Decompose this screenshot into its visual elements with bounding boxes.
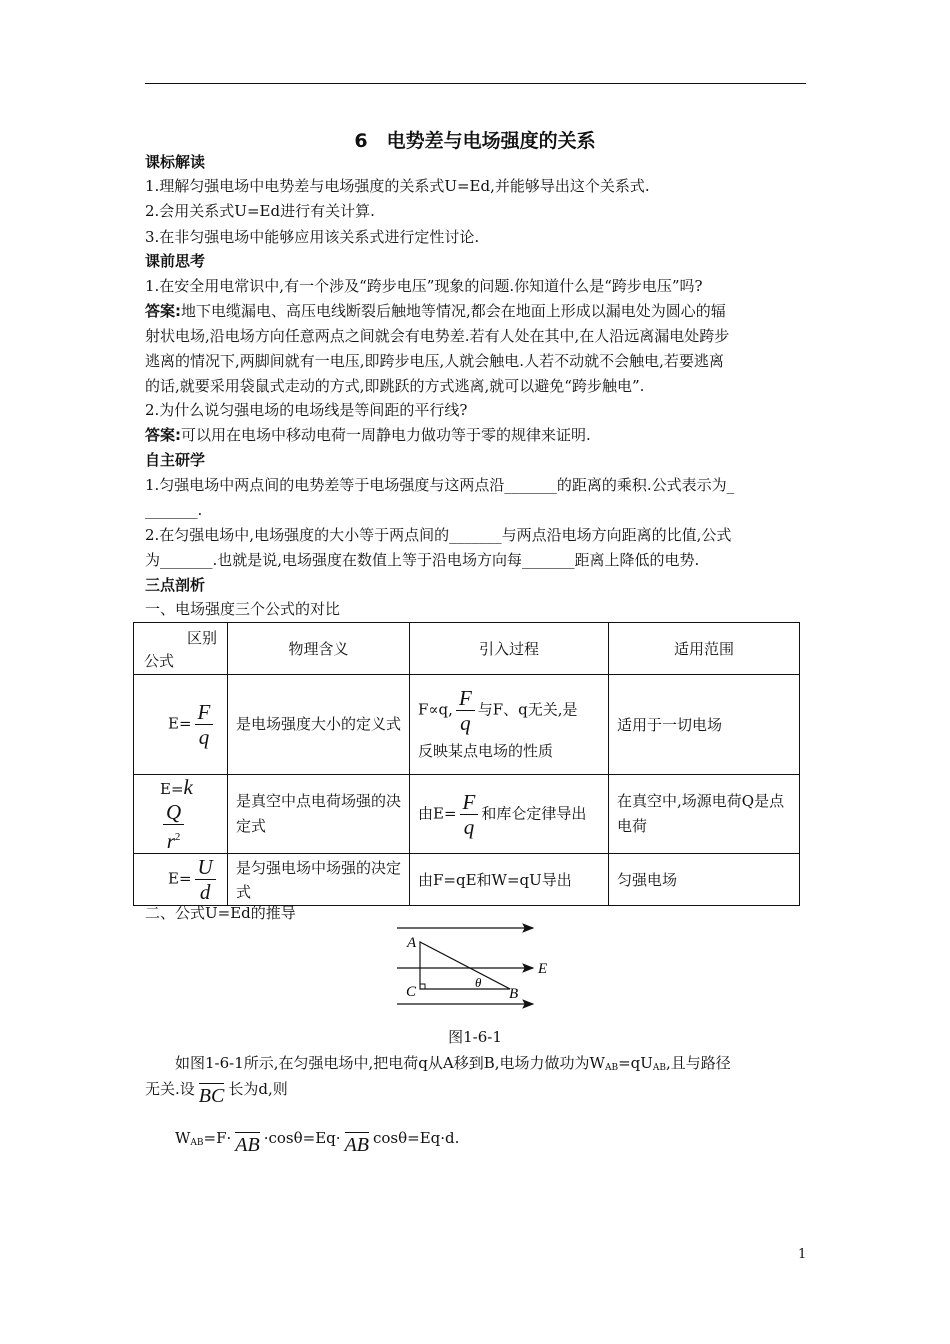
fraction: $\frac{Q}{r^2}$	[163, 800, 184, 853]
section-heading-study: 自主研学	[145, 451, 206, 469]
fraction: $\frac{F}{q}$	[456, 686, 475, 735]
scope-cell: 适用于一切电场	[609, 675, 800, 775]
goal-item: 3.在非匀强电场中能够应用该关系式进行定性讨论.	[145, 228, 480, 246]
derivation-paragraph: 如图1-6-1所示,在匀强电场中,把电荷q从A移到B,电场力做功为$W_{AB}=qU_{AB}$,且与路径	[175, 1054, 731, 1073]
triangle-abc	[420, 942, 510, 989]
right-angle-mark	[420, 984, 425, 989]
meaning-cell: 是电场强度大小的定义式	[228, 675, 410, 775]
formula-comparison-table	[133, 622, 800, 906]
table-corner-cell: 区别 公式	[134, 623, 228, 675]
process-cell: 由E= $\frac{F}{q}$ 和库仑定律导出	[410, 775, 609, 854]
goal-item: 2.会用关系式U=Ed进行有关计算.	[145, 202, 375, 220]
answer-1-line: 答案:地下电缆漏电、高压电线断裂后触地等情况,都会在地面上形成以漏电处为圆心的辐	[145, 302, 726, 320]
table-header: 适用范围	[609, 623, 800, 675]
fraction: $\frac{F}{q}$	[460, 790, 479, 839]
goal-item: 1.理解匀强电场中电势差与电场强度的关系式U=Ed,并能够导出这个关系式.	[145, 177, 650, 195]
fraction: $\frac{F}{q}$	[195, 700, 214, 749]
question-1: 1.在安全用电常识中,有一个涉及“跨步电压”现象的问题.你知道什么是“跨步电压”吗?	[145, 277, 703, 295]
table-row	[134, 775, 800, 854]
label-b: B	[509, 986, 519, 1002]
derivation-paragraph: 无关.设 BC 长为d,则	[145, 1080, 288, 1107]
table-row	[134, 854, 800, 906]
segment-ab: AB	[344, 1134, 369, 1156]
table-header-row	[134, 623, 800, 675]
formula-cell: E= $\frac{F}{q}$	[134, 675, 228, 775]
study-line: _______.	[145, 501, 203, 519]
formula-cell: E= $\frac{U}{d}$	[134, 854, 228, 906]
answer-1-line: 的话,就要采用袋鼠式走动的方式,即跳跃的方式逃离,就可以避免“跨步触电”.	[145, 377, 645, 395]
analysis-subheading-1: 一、电场强度三个公式的对比	[145, 600, 341, 618]
segment-bc: BC	[198, 1085, 225, 1107]
label-theta: θ	[475, 975, 482, 990]
table-header: 引入过程	[410, 623, 609, 675]
meaning-cell: 是真空中点电荷场强的决定式	[228, 775, 410, 854]
formula-cell: E=k $\frac{Q}{r^2}$	[134, 775, 228, 854]
question-2: 2.为什么说匀强电场的电场线是等间距的平行线?	[145, 401, 468, 419]
study-line: 2.在匀强电场中,电场强度的大小等于两点间的_______与两点沿电场方向距离的比值,公式	[145, 526, 732, 544]
process-cell: F∝q, $\frac{F}{q}$ 与F、q无关,是 反映某点电场的性质	[410, 675, 609, 775]
figure-caption: 图1-6-1	[448, 1028, 502, 1046]
process-cell: 由F=qE和W=qU导出	[410, 854, 609, 906]
label-c: C	[406, 984, 417, 1000]
answer-2-line: 答案:可以用在电场中移动电荷一周静电力做功等于零的规律来证明.	[145, 426, 591, 444]
scope-cell: 在真空中,场源电荷Q是点电荷	[609, 775, 800, 854]
section-heading-goals: 课标解读	[145, 153, 206, 171]
section-heading-analysis: 三点剖析	[145, 576, 206, 594]
page-title: 6 电势差与电场强度的关系	[354, 130, 596, 152]
label-a: A	[407, 935, 417, 951]
work-equation: $W_{AB}=F\cdot$ AB ·cosθ=Eq· AB cosθ=Eq·d.	[175, 1129, 460, 1156]
answer-label: 答案:	[145, 426, 181, 444]
field-triangle-diagram	[395, 916, 565, 1016]
page-number: 1	[798, 1247, 807, 1262]
section-heading-think: 课前思考	[145, 252, 206, 270]
answer-1-line: 射状电场,沿电场方向任意两点之间就会有电势差.若有人处在其中,在人沿远离漏电处跨步	[145, 327, 730, 345]
fraction: $\frac{U}{d}$	[195, 855, 216, 904]
answer-label: 答案:	[145, 302, 181, 320]
scope-cell: 匀强电场	[609, 854, 800, 906]
study-line: 1.匀强电场中两点间的电势差等于电场强度与这两点沿_______的距离的乘积.公式表示为_	[145, 476, 735, 494]
segment-ab: AB	[235, 1134, 260, 1156]
table-row	[134, 675, 800, 775]
study-line: 为_______.也就是说,电场强度在数值上等于沿电场方向每_______距离上降低的电势.	[145, 551, 700, 569]
meaning-cell: 是匀强电场中场强的决定式	[228, 854, 410, 906]
label-e: E	[538, 961, 548, 977]
answer-1-line: 逃离的情况下,两脚间就有一电压,即跨步电压,人就会触电.人若不动就不会触电,若要逃离	[145, 352, 724, 370]
analysis-subheading-2: 二、公式U=Ed的推导	[145, 904, 296, 922]
table-header: 物理含义	[228, 623, 410, 675]
header-rule	[145, 83, 806, 84]
